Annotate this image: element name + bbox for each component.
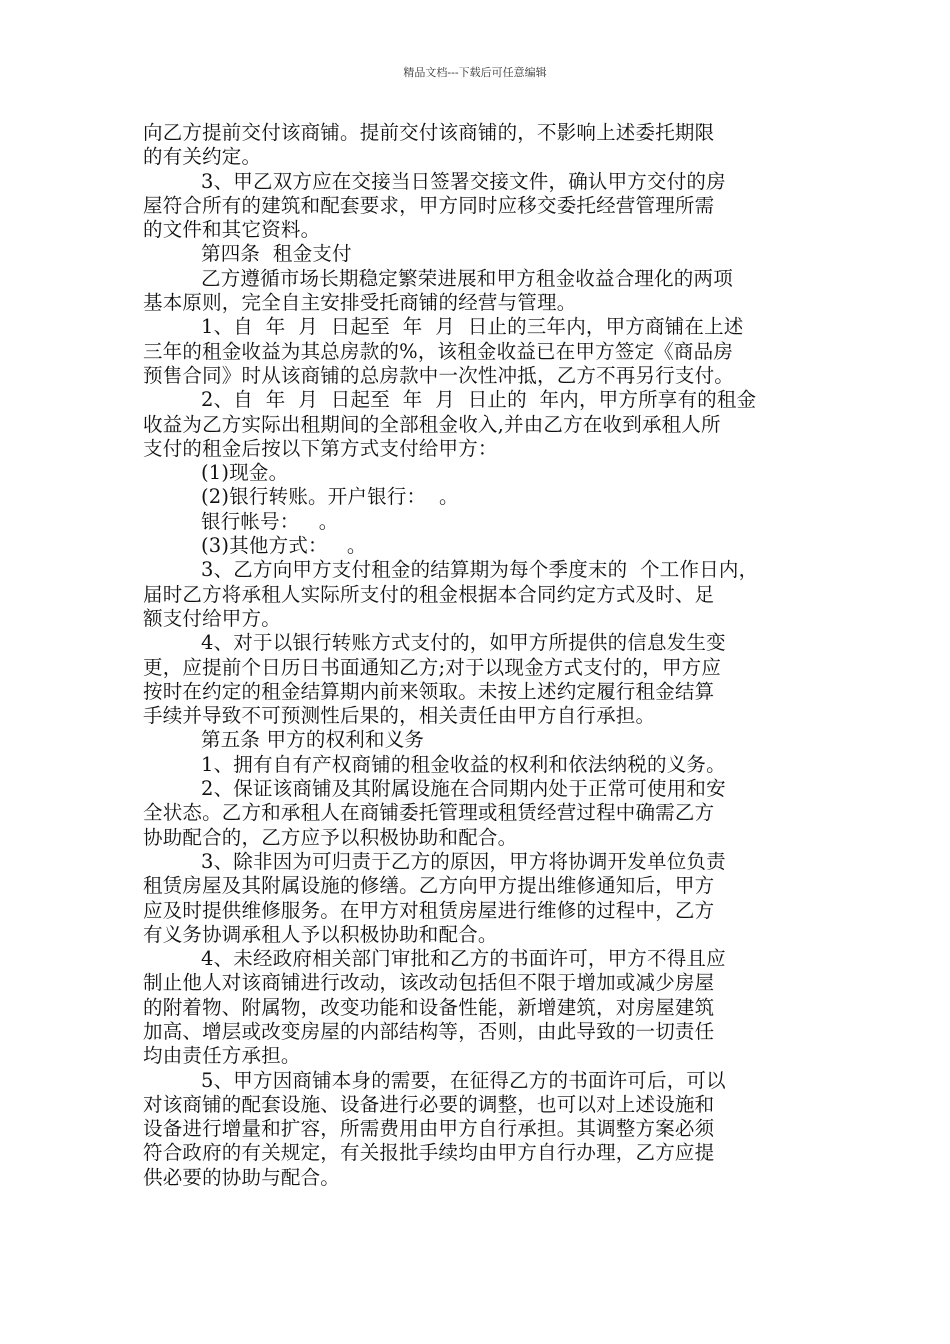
text-line: 3、除非因为可归责于乙方的原因，甲方将协调开发单位负责 — [201, 849, 726, 873]
text-line: 租赁房屋及其附属设施的修缮。乙方向甲方提出维修通知后，甲方 — [143, 874, 715, 898]
text-line: 制止他人对该商铺进行改动，该改动包括但不限于增加或减少房屋 — [143, 971, 715, 995]
text-line: 3、甲乙双方应在交接当日签署交接文件，确认甲方交付的房 — [201, 169, 726, 193]
text-line: 对该商铺的配套设施、设备进行必要的调整，也可以对上述设施和 — [143, 1092, 715, 1116]
text-line: 手续并导致不可预测性后果的，相关责任由甲方自行承担。 — [143, 704, 656, 728]
text-line: 协助配合的，乙方应予以积极协助和配合。 — [143, 825, 518, 849]
text-line: (1)现金。 — [201, 461, 289, 485]
text-line: 银行帐号： 。 — [201, 509, 339, 533]
text-line: 加高、增层或改变房屋的内部结构等，否则，由此导致的一切责任 — [143, 1019, 715, 1043]
text-line: 符合政府的有关规定，有关报批手续均由甲方自行办理，乙方应提 — [143, 1141, 715, 1165]
text-line: 1、拥有自有产权商铺的租金收益的权利和依法纳税的义务。 — [201, 752, 726, 776]
text-line: 的附着物、附属物，改变功能和设备性能，新增建筑，对房屋建筑 — [143, 995, 715, 1019]
text-line: 额支付给甲方。 — [143, 606, 281, 630]
text-line: 4、未经政府相关部门审批和乙方的书面许可，甲方不得且应 — [201, 947, 726, 971]
text-line: 屋符合所有的建筑和配套要求，甲方同时应移交委托经营管理所需 — [143, 193, 715, 217]
text-line: 2、保证该商铺及其附属设施在合同期内处于正常可使用和安 — [201, 777, 726, 801]
text-line: 更，应提前个日历日书面通知乙方;对于以现金方式支付的，甲方应 — [143, 655, 722, 679]
section-heading: 第四条 租金支付 — [201, 242, 352, 266]
section-heading: 第五条 甲方的权利和义务 — [201, 728, 425, 752]
text-line: 向乙方提前交付该商铺。提前交付该商铺的，不影响上述委托期限 — [143, 121, 715, 144]
text-line: 3、乙方向甲方支付租金的结算期为每个季度末的 个工作日内， — [201, 558, 759, 582]
text-line: (3)其他方式： 。 — [201, 534, 367, 558]
text-line: 收益为乙方实际出租期间的全部租金收入,并由乙方在收到承租人所 — [143, 412, 721, 436]
text-line: 届时乙方将承租人实际所支付的租金根据本合同约定方式及时、足 — [143, 582, 715, 606]
text-line: 乙方遵循市场长期稳定繁荣进展和甲方租金收益合理化的两项 — [201, 266, 733, 290]
text-line: 有义务协调承租人予以积极协助和配合。 — [143, 922, 498, 946]
text-line: 1、自 年 月 日起至 年 月 日止的三年内，甲方商铺在上述 — [201, 315, 744, 339]
text-line: 均由责任方承担。 — [143, 1044, 301, 1068]
text-line: 三年的租金收益为其总房款的%，该租金收益已在甲方签定《商品房 — [143, 339, 734, 363]
text-line: 预售合同》时从该商铺的总房款中一次性冲抵，乙方不再另行支付。 — [143, 363, 735, 387]
text-line: 供必要的协助与配合。 — [143, 1165, 341, 1189]
text-line: 4、对于以银行转账方式支付的，如甲方所提供的信息发生变 — [201, 631, 726, 655]
text-line: 全状态。乙方和承租人在商铺委托管理或租赁经营过程中确需乙方 — [143, 801, 715, 825]
text-line: 的文件和其它资料。 — [143, 218, 321, 242]
text-line: 应及时提供维修服务。在甲方对租赁房屋进行维修的过程中，乙方 — [143, 898, 715, 922]
text-line: 的有关约定。 — [143, 145, 262, 169]
text-line: 支付的租金后按以下第方式支付给甲方： — [143, 436, 498, 460]
text-line: 按时在约定的租金结算期内前来领取。未按上述约定履行租金结算 — [143, 679, 715, 703]
text-line: 2、自 年 月 日起至 年 月 日止的 年内，甲方所享有的租金 — [201, 388, 757, 412]
page-header: 精品文档---下载后可任意编辑 — [403, 66, 547, 79]
text-line: (2)银行转账。开户银行： 。 — [201, 485, 459, 509]
text-line: 设备进行增量和扩容，所需费用由甲方自行承担。其调整方案必须 — [143, 1117, 715, 1141]
document-body — [143, 121, 813, 1190]
text-line: 5、甲方因商铺本身的需要，在征得乙方的书面许可后，可以 — [201, 1068, 726, 1092]
text-line: 基本原则，完全自主安排受托商铺的经营与管理。 — [143, 291, 577, 315]
